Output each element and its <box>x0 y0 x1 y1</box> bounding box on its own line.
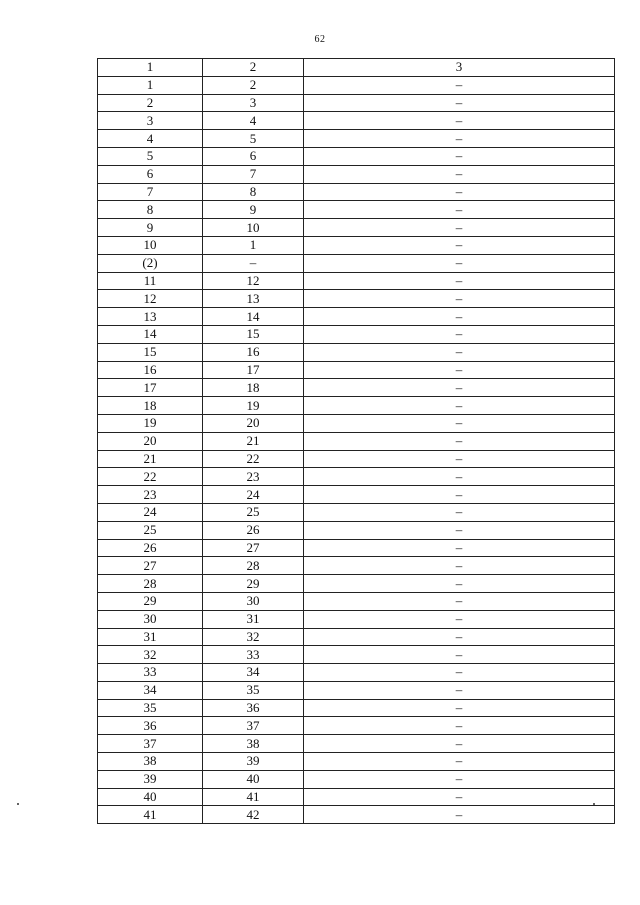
table-cell-col1: 5 <box>98 147 203 165</box>
table-cell-col3: – <box>304 432 615 450</box>
table-cell-col2: 31 <box>203 610 304 628</box>
table-row <box>98 646 615 664</box>
table-row <box>98 201 615 219</box>
table-cell-col2: 22 <box>203 450 304 468</box>
table-cell-col2: 17 <box>203 361 304 379</box>
table-row <box>98 343 615 361</box>
table-row <box>98 575 615 593</box>
table-cell-col2: 34 <box>203 664 304 682</box>
table-cell-col3: – <box>304 735 615 753</box>
table-cell-col2: 27 <box>203 539 304 557</box>
table-cell-col1: 9 <box>98 219 203 237</box>
table-row <box>98 592 615 610</box>
table-cell-col3: – <box>304 272 615 290</box>
page-number: 62 <box>314 34 326 45</box>
table-cell-col2: 18 <box>203 379 304 397</box>
table-row <box>98 414 615 432</box>
table-cell-col1: 29 <box>98 592 203 610</box>
table-cell-col1: 6 <box>98 165 203 183</box>
table-cell-col3: – <box>304 717 615 735</box>
table-cell-col1: 23 <box>98 486 203 504</box>
table-row <box>98 681 615 699</box>
table-cell-col1: 38 <box>98 753 203 771</box>
header-cell-col3: 3 <box>304 59 615 77</box>
table-cell-col1: (2) <box>98 254 203 272</box>
table-cell-col3: – <box>304 325 615 343</box>
table-cell-col1: 4 <box>98 130 203 148</box>
table-cell-col3: – <box>304 343 615 361</box>
table-header-row <box>98 59 615 77</box>
table-row <box>98 397 615 415</box>
table-row <box>98 147 615 165</box>
table-cell-col3: – <box>304 699 615 717</box>
table-cell-col3: – <box>304 76 615 94</box>
table-cell-col3: – <box>304 219 615 237</box>
table-cell-col2: 32 <box>203 628 304 646</box>
table-row <box>98 183 615 201</box>
table-cell-col1: 32 <box>98 646 203 664</box>
table-row <box>98 664 615 682</box>
table-cell-col1: 12 <box>98 290 203 308</box>
table-cell-col3: – <box>304 557 615 575</box>
data-table <box>97 58 615 824</box>
table-cell-col2: 33 <box>203 646 304 664</box>
table-cell-col1: 18 <box>98 397 203 415</box>
table-row <box>98 735 615 753</box>
table-row <box>98 308 615 326</box>
table-cell-col3: – <box>304 539 615 557</box>
table-cell-col3: – <box>304 254 615 272</box>
table-cell-col1: 30 <box>98 610 203 628</box>
table-cell-col1: 16 <box>98 361 203 379</box>
table-row <box>98 753 615 771</box>
table-cell-col1: 20 <box>98 432 203 450</box>
table-cell-col3: – <box>304 681 615 699</box>
table-row <box>98 486 615 504</box>
table-cell-col1: 13 <box>98 308 203 326</box>
table-row <box>98 450 615 468</box>
table-row <box>98 539 615 557</box>
table-cell-col1: 24 <box>98 503 203 521</box>
table-cell-col2: 8 <box>203 183 304 201</box>
table-cell-col2: 42 <box>203 806 304 824</box>
table-cell-col1: 15 <box>98 343 203 361</box>
table-row <box>98 112 615 130</box>
table-cell-col3: – <box>304 308 615 326</box>
table-cell-col2: 9 <box>203 201 304 219</box>
table-cell-col2: 21 <box>203 432 304 450</box>
table-row <box>98 236 615 254</box>
table-cell-col2: 3 <box>203 94 304 112</box>
table-cell-col1: 2 <box>98 94 203 112</box>
table-cell-col3: – <box>304 521 615 539</box>
table-cell-col2: 41 <box>203 788 304 806</box>
table-row <box>98 806 615 824</box>
scan-speck <box>593 803 595 805</box>
table-cell-col2: 24 <box>203 486 304 504</box>
table-cell-col2: 38 <box>203 735 304 753</box>
table-row <box>98 610 615 628</box>
table-row <box>98 379 615 397</box>
table-cell-col1: 33 <box>98 664 203 682</box>
table-cell-col1: 39 <box>98 770 203 788</box>
table-cell-col2: 19 <box>203 397 304 415</box>
table-cell-col3: – <box>304 397 615 415</box>
table-cell-col3: – <box>304 468 615 486</box>
table-row <box>98 788 615 806</box>
table-row <box>98 165 615 183</box>
table-cell-col2: – <box>203 254 304 272</box>
table-row <box>98 219 615 237</box>
scan-speck <box>17 803 19 805</box>
table-cell-col2: 16 <box>203 343 304 361</box>
table-cell-col2: 13 <box>203 290 304 308</box>
table-cell-col3: – <box>304 130 615 148</box>
table-row <box>98 290 615 308</box>
table-cell-col2: 39 <box>203 753 304 771</box>
table-row <box>98 325 615 343</box>
table-cell-col1: 1 <box>98 76 203 94</box>
table-cell-col3: – <box>304 503 615 521</box>
table-row <box>98 254 615 272</box>
table-cell-col2: 15 <box>203 325 304 343</box>
table-cell-col1: 36 <box>98 717 203 735</box>
table-cell-col2: 7 <box>203 165 304 183</box>
table-body <box>98 59 615 824</box>
table-cell-col2: 35 <box>203 681 304 699</box>
table-cell-col2: 40 <box>203 770 304 788</box>
table-cell-col2: 30 <box>203 592 304 610</box>
table-row <box>98 130 615 148</box>
table-cell-col3: – <box>304 361 615 379</box>
table-cell-col3: – <box>304 94 615 112</box>
table-cell-col1: 8 <box>98 201 203 219</box>
table-cell-col2: 37 <box>203 717 304 735</box>
table-row <box>98 76 615 94</box>
table-cell-col1: 21 <box>98 450 203 468</box>
table-cell-col3: – <box>304 450 615 468</box>
table-row <box>98 521 615 539</box>
table-cell-col2: 29 <box>203 575 304 593</box>
table-cell-col2: 2 <box>203 76 304 94</box>
table-cell-col2: 26 <box>203 521 304 539</box>
table-row <box>98 770 615 788</box>
table-cell-col1: 11 <box>98 272 203 290</box>
table-cell-col3: – <box>304 165 615 183</box>
table-cell-col1: 26 <box>98 539 203 557</box>
table-cell-col1: 17 <box>98 379 203 397</box>
table-cell-col1: 40 <box>98 788 203 806</box>
table-row <box>98 557 615 575</box>
table-row <box>98 361 615 379</box>
table-row <box>98 272 615 290</box>
table-cell-col3: – <box>304 112 615 130</box>
table-cell-col2: 36 <box>203 699 304 717</box>
table-cell-col1: 37 <box>98 735 203 753</box>
table-row <box>98 432 615 450</box>
table-cell-col3: – <box>304 236 615 254</box>
table-cell-col1: 14 <box>98 325 203 343</box>
table-cell-col2: 28 <box>203 557 304 575</box>
table-cell-col3: – <box>304 414 615 432</box>
table-cell-col1: 34 <box>98 681 203 699</box>
table-cell-col3: – <box>304 753 615 771</box>
table-cell-col2: 6 <box>203 147 304 165</box>
table-cell-col2: 25 <box>203 503 304 521</box>
table-cell-col2: 1 <box>203 236 304 254</box>
table-row <box>98 468 615 486</box>
table-cell-col3: – <box>304 147 615 165</box>
table-cell-col1: 41 <box>98 806 203 824</box>
table-cell-col3: – <box>304 379 615 397</box>
table-cell-col1: 25 <box>98 521 203 539</box>
table-cell-col3: – <box>304 610 615 628</box>
table-cell-col2: 20 <box>203 414 304 432</box>
table-cell-col3: – <box>304 664 615 682</box>
table-cell-col2: 5 <box>203 130 304 148</box>
table-row <box>98 94 615 112</box>
table-row <box>98 717 615 735</box>
table-cell-col1: 28 <box>98 575 203 593</box>
table-cell-col3: – <box>304 575 615 593</box>
table-row <box>98 699 615 717</box>
table-row <box>98 628 615 646</box>
table-cell-col3: – <box>304 806 615 824</box>
table-cell-col1: 3 <box>98 112 203 130</box>
table-cell-col1: 35 <box>98 699 203 717</box>
table-cell-col3: – <box>304 201 615 219</box>
table-cell-col2: 10 <box>203 219 304 237</box>
table-cell-col3: – <box>304 646 615 664</box>
table-cell-col1: 10 <box>98 236 203 254</box>
table-cell-col2: 14 <box>203 308 304 326</box>
table-cell-col3: – <box>304 592 615 610</box>
table-cell-col1: 19 <box>98 414 203 432</box>
table-cell-col1: 7 <box>98 183 203 201</box>
table-cell-col2: 23 <box>203 468 304 486</box>
table-cell-col1: 22 <box>98 468 203 486</box>
table-cell-col3: – <box>304 770 615 788</box>
table-cell-col3: – <box>304 183 615 201</box>
header-cell-col2: 2 <box>203 59 304 77</box>
table-row <box>98 503 615 521</box>
table-cell-col1: 27 <box>98 557 203 575</box>
table-cell-col2: 4 <box>203 112 304 130</box>
table-cell-col3: – <box>304 788 615 806</box>
table-cell-col1: 31 <box>98 628 203 646</box>
table-cell-col2: 12 <box>203 272 304 290</box>
table-cell-col3: – <box>304 628 615 646</box>
table-cell-col3: – <box>304 290 615 308</box>
header-cell-col1: 1 <box>98 59 203 77</box>
table-cell-col3: – <box>304 486 615 504</box>
